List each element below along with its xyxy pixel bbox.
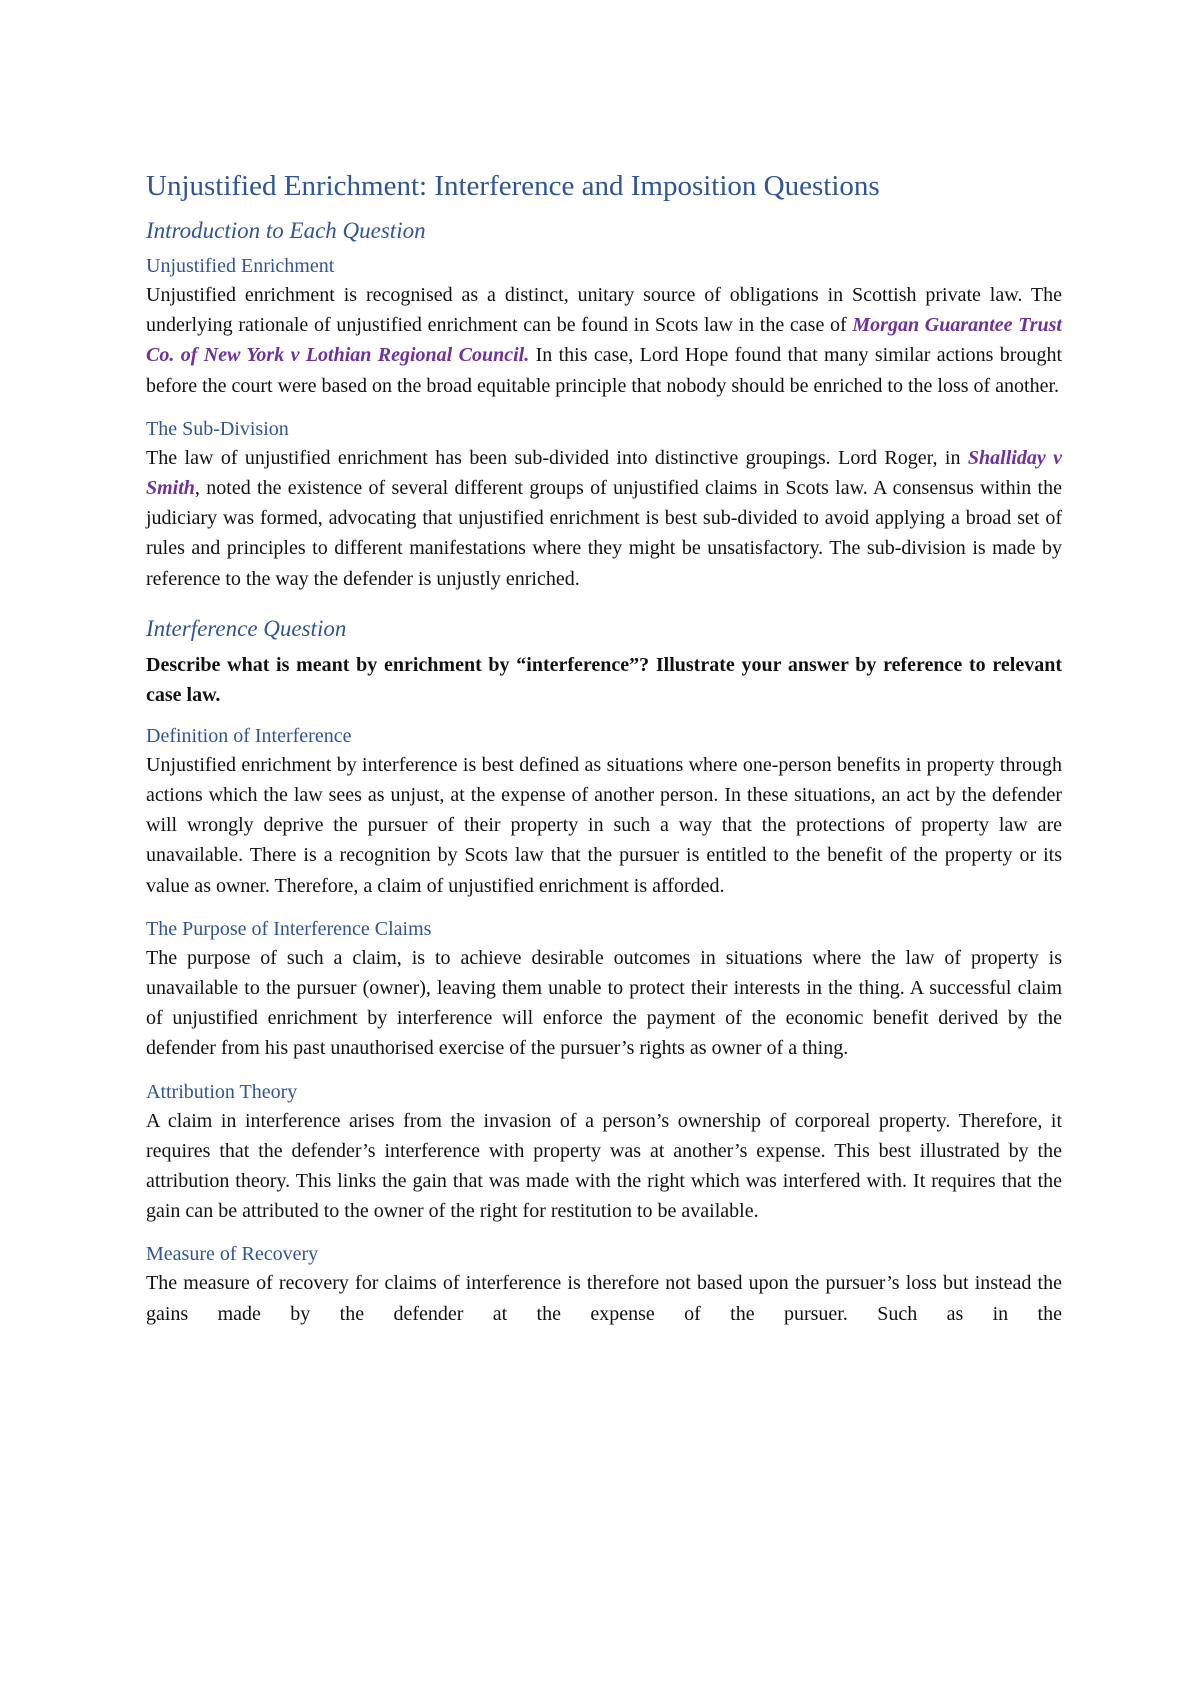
intro-heading: Introduction to Each Question: [146, 218, 426, 243]
paragraph-definition: Unjustified enrichment by interference is best defined as situations where one-person benefits in property through actions which the law sees as unjust, at the expense of another person. In these situations, an act by the defender will wrongly deprive the pursuer of their property in such a way that the protections of property law are unavailable. There is a recognition by Scots law that the pursuer is entitled to the benefit of the property or its value as owner. Therefore, a claim of unjustified enrichment is afforded.: [146, 753, 1062, 897]
interference-question-text: Describe what is meant by enrichment by “interference”? Illustrate your answer by reference to relevant case law.: [146, 653, 1062, 706]
document-title: Unjustified Enrichment: Interference and Imposition Questions: [146, 170, 880, 202]
section-heading-sub-division: The Sub-Division: [146, 417, 289, 440]
paragraph-text: In this case, Lord Hope found that many similar actions brought before the court were based on the broad equitable principle that nobody should be enriched to the loss of another.: [146, 344, 1062, 397]
interference-question-heading: Interference Question: [146, 615, 347, 641]
paragraph-text: , noted the existence of several different groups of unjustified claims in Scots law. A consensus within the judiciary was formed, advocating that unjustified enrichment is best sub-divided to avoid applying a broad set of rules and principles to different manifestations where they might be unsatisfactory. The sub-division is made by reference to the way the defender is unjustly enriched.: [146, 477, 1062, 590]
section-heading-attribution: Attribution Theory: [146, 1080, 298, 1103]
section-heading-measure: Measure of Recovery: [146, 1243, 319, 1266]
case-name-morgan-guarantee: Morgan Guarantee Trust Co. of New York v Lothian Regional Council.: [146, 314, 1062, 367]
paragraph-text: Unjustified enrichment is recognised as a distinct, unitary source of obligations in Scottish private law. The underlying rationale of unjustified enrichment can be found in Scots law in the case of: [146, 284, 1062, 337]
document-page: [146, 168, 1062, 1343]
section-heading-definition: Definition of Interference: [146, 724, 352, 747]
section-heading-unjustified-enrichment: Unjustified Enrichment: [146, 255, 335, 277]
paragraph-sub-division: [146, 443, 1062, 594]
paragraph-attribution: A claim in interference arises from the invasion of a person’s ownership of corporeal property. Therefore, it requires that the defender’s interference with property was at another’s expense. This best illustrated by the attribution theory. This links the gain that was made with the right which was interfered with. It requires that the gain can be attributed to the owner of the right for restitution to be available.: [146, 1109, 1062, 1223]
paragraph-measure: The measure of recovery for claims of interference is therefore not based upon the pursuer’s loss but instead the gains made by the defender at the expense of the pursuer. Such as in the: [146, 1272, 1062, 1325]
paragraph-text: The law of unjustified enrichment has been sub-divided into distinctive groupings. Lord Roger, in: [146, 446, 968, 469]
section-heading-purpose: The Purpose of Interference Claims: [146, 917, 432, 940]
paragraph-purpose: The purpose of such a claim, is to achieve desirable outcomes in situations where the law of property is unavailable to the pursuer (owner), leaving them unable to protect their interests in the thing. A successful claim of unjustified enrichment by interference will enforce the payment of the economic benefit derived by the defender from his past unauthorised exercise of the pursuer’s rights as owner of a thing.: [146, 946, 1062, 1060]
case-name-shalliday: Shalliday v Smith: [146, 446, 1063, 500]
paragraph-unjustified-enrichment: [146, 280, 1062, 401]
